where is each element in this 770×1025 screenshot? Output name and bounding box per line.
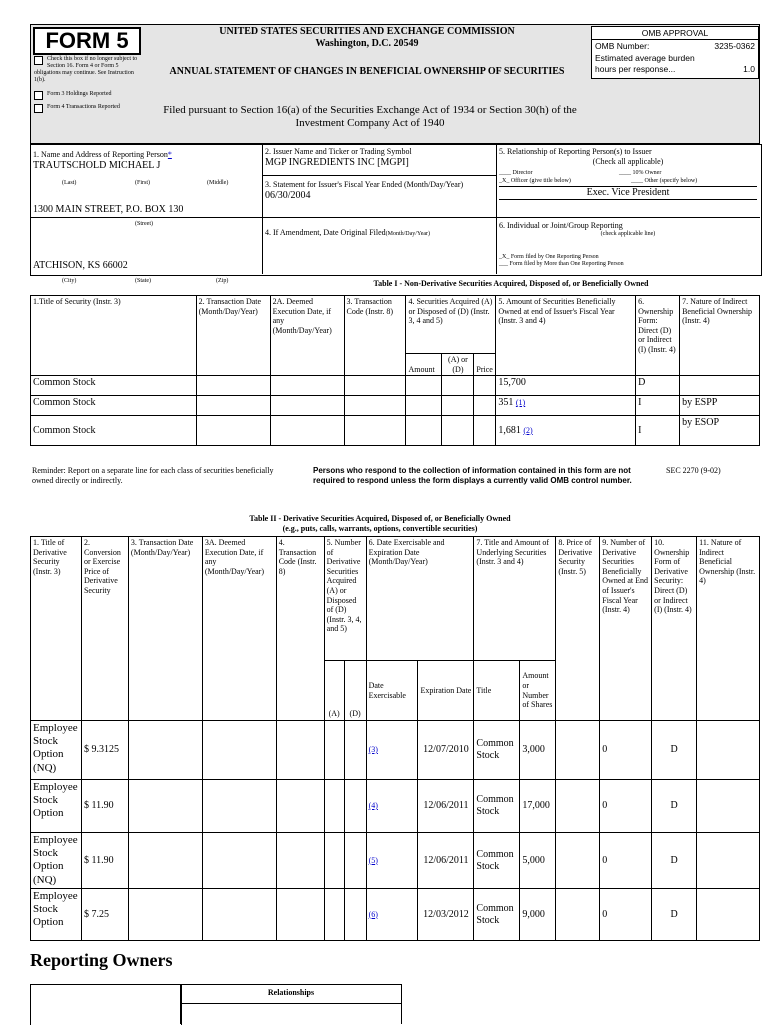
checkbox-box[interactable] [34, 104, 43, 113]
table-row: Employee Stock Option $ 11.90 (4) 12/06/2011 Common Stock 17,000 0 D [31, 780, 760, 833]
city-line: ATCHISON, KS 66002 [33, 260, 128, 271]
t2-col-title: 1. Title of Derivative Security (Instr. 3) [31, 537, 82, 721]
fiscal-year-end: 06/30/2004 [265, 189, 311, 201]
owner-label: 10% Owner [632, 170, 662, 176]
table-row: Employee Stock Option (NQ) $ 11.90 (5) 12/06/2011 Common Stock 5,000 0 D [31, 833, 760, 889]
t2-col-exercisable: 6. Date Exercisable and Expiration Date (Month/Day/Year) [366, 537, 474, 661]
footnote-link[interactable]: (4) [368, 801, 378, 810]
officer-label: _X_ Officer (give title below) [499, 178, 571, 184]
footnote-link[interactable]: (3) [368, 745, 378, 754]
box4-amendment: 4. If Amendment, Date Original Filed(Month/Day/Year) [265, 228, 431, 237]
checkbox-form4[interactable]: Form 4 Transactions Reported [34, 104, 144, 113]
checkbox-no-longer-subject[interactable]: Check this box if no longer subject to Section 16. Form 4 or Form 5 obligations may continue. See Instruction 1(b). [34, 56, 138, 83]
t2-col-d: (D) [344, 661, 366, 721]
t2-col-code: 4. Transaction Code (Instr. 8) [276, 537, 324, 721]
table2-title: Table II - Derivative Securities Acquired, Disposed of, or Beneficially Owned (e.g., puts, calls, warrants, options, convertible securities) [249, 514, 511, 533]
t2-col-exp: Expiration Date [418, 661, 474, 721]
checkbox-box[interactable] [34, 56, 43, 65]
table2-derivative [30, 536, 760, 941]
t2-col-shares: Amount or Number of Shares [520, 661, 556, 721]
t1-col-nature: 7. Nature of Indirect Beneficial Ownership (Instr. 4) [680, 296, 760, 376]
statement-title: ANNUAL STATEMENT OF CHANGES IN BENEFICIAL OWNERSHIP OF SECURITIES [169, 66, 565, 77]
checkbox-form3[interactable]: Form 3 Holdings Reported [34, 91, 144, 100]
other-label: Other (specify below) [644, 178, 698, 184]
form-page: FORM 5 Check this box if no longer subject to Section 16. Form 4 or Form 5 obligations may continue. See Instruction 1(b). Form 3 Holdings Reported Form 4 Transactions Reported UNITED STATES SECURITIES AND EXCHANGE COMMISSION Washington, D.C. 20549 ANNUAL STATEMENT OF CHANGES IN BENEFICIAL OWNERSHIP OF SECURITIES Filed pursuant to Section 16(a) of the Securities Exchange Act of 1934 or Section 30(h) of the Investment Company Act of 1940 OMB APPROVAL OMB Number: 3235-0362 Estimated average burden hours per response... 1.0 1. Name and Address of Reporting Person* TRAUTSCHOLD MICHAEL J (Last) (First) (Middle) 1300 MAIN STREET, P.O. BOX 130 (Street) ATCHISON, KS 66002 (City) (State) (Zip) 2. Issuer Name and Ticker or Trading Symbol MGP INGREDIENTS INC [MGPI] 3. Statement for Issuer's Fiscal Year Ended (Month/Day/Year) 06/30/2004 4. If Amendment, Date Original Filed(Month/Day/Year) 5. Relationship of Reporting Person(s) to Issuer (Check all applicable) ____ Director ____ 10% Owner _X_ Officer (give title below) ____ Other (specify below) Exec. Vice President 6. Individual or Joint/Group Reporting (check applicable line) _X_ Form filed by One Reporting Person ___ Form filed by More than One Reporting Person Table I - Non-Derivative Securities Acquired, Disposed of, or Beneficially Owned 1.Title of Security (Instr. 3) 2. Transaction Date (Month/Day/Year) 2A. Deemed Execution Date, if any (Month/Day/Year) 3. Transaction Code (Instr. 8) 4. Securities Acquired (A) or Disposed of (D) (Instr. 3, 4 and 5) 5. Amount of Securities Beneficially Owned at end of Issuer's Fiscal Year (Instr. 3 and 4) 6. Ownership Form: Direct (D) or Indirect (I) (Instr. 4) 7. Nature of Indirect Beneficial Ownership (Instr. 4) Amount (A) or (D) Price Common Stock 15,700 D Common Stock 351 (1) I by ESPP Common Stock 1,681 (2) I by ESOP Reminder: Report on a separate line for each class of securities beneficially owned directly or indirectly. Persons who respond to the collection of information contained in this form are not required to respond unless the form displays a currently valid OMB control number. SEC 2270 (9-02) Table II - Derivative Securities Acquired, Disposed of, or Beneficially Owned (e.g., puts, calls, warrants, options, convertible securities) 1. Title of Derivative Security (Instr. 3) 2. Conversion or Exercise Price of Derivative Security 3. Transaction Date (Month/Day/Year) 3A. Deemed Execution Date, if any (Month/Day/Year) 4. Transaction Code (Instr. 8) 5. Number of Derivative Securities Acquired (A) or Disposed of (D) (Instr. 3, 4, and 5) 6. Date Exercisable and Expiration Date (Month/Day/Year) 7. Title and Amount of Underlying Securities (Instr. 3 and 4) 8. Price of Derivative Security (Instr. 5) 9. Number of Derivative Securities Beneficially Owned at End of Issuer's Fiscal Year (Instr. 4) 10. Ownership Form of Derivative Security: Direct (D) or Indirect (I) (Instr. 4) 11. Nature of Indirect Beneficial Ownership (Instr. 4) (A) (D) Date Exercisable Expiration Date Title Amount or Number of Shares Employee Stock Option (NQ) $ 9.3125 (3) 12/07/2010 Common Stock 3,000 0 D Employee Stock Option $ 11.90 (4) 12/06/2011 Common Stock 17,000 0 D Employee Stock Option (NQ) $ 11.90 (5) 12/06/2011 Common Stock 5,000 0 D Employee Stock Option $ 7.25 (6) 12/03/2012 Common Stock 9,000 0 D Reporting Owners Relationships [0, 0, 770, 1024]
t1-col-ad: (A) or (D) [442, 354, 474, 376]
t2-col-price: 2. Conversion or Exercise Price of Derivative Security [81, 537, 128, 721]
form-title: FORM 5 [33, 27, 141, 55]
t2-col-number: 5. Number of Derivative Securities Acquired (A) or Disposed of (D) (Instr. 3, 4, and 5) [324, 537, 366, 661]
last-label: (Last) [62, 180, 77, 186]
more-persons-option: ___ Form filed by More than One Reporting Person [499, 260, 624, 267]
omb-hours-label: hours per response... [595, 64, 676, 74]
table-row: Employee Stock Option (NQ) $ 9.3125 (3) 12/07/2010 Common Stock 3,000 0 D [31, 721, 760, 780]
t1-col-form: 6. Ownership Form: Direct (D) or Indirect (I) (Instr. 4) [636, 296, 680, 376]
t2-col-date: 3. Transaction Date (Month/Day/Year) [128, 537, 202, 721]
zip-label: (Zip) [216, 278, 229, 284]
omb-hours-value: 1.0 [743, 64, 755, 74]
t1-col-title: 1.Title of Security (Instr. 3) [31, 296, 197, 376]
t2-col-deemed: 3A. Deemed Execution Date, if any (Month/Day/Year) [202, 537, 276, 721]
omb-number-label: OMB Number: [595, 41, 650, 51]
t1-col-amount: Amount [406, 354, 442, 376]
filed-pursuant: Filed pursuant to Section 16(a) of the Securities Exchange Act of 1934 or Section 30(h) of the Investment Company Act of 1940 [163, 104, 577, 130]
omb-title: OMB APPROVAL [592, 27, 758, 40]
middle-label: (Middle) [207, 180, 229, 186]
t1-col-acquired: 4. Securities Acquired (A) or Disposed of (D) (Instr. 3, 4 and 5) [406, 296, 496, 354]
t1-col-code: 3. Transaction Code (Instr. 8) [344, 296, 406, 376]
issuer-name: MGP INGREDIENTS INC [MGPI] [265, 156, 409, 168]
t1-col-price: Price [474, 354, 496, 376]
t1-col-deemed: 2A. Deemed Execution Date, if any (Month/Day/Year) [270, 296, 344, 376]
table1-non-derivative [30, 295, 760, 446]
footnote-link[interactable]: (6) [368, 909, 378, 919]
footnote-link[interactable]: (2) [523, 425, 533, 435]
t2-col-underlying: 7. Title and Amount of Underlying Securities (Instr. 3 and 4) [474, 537, 556, 661]
t2-col-a: (A) [324, 661, 344, 721]
t2-col-date-exer: Date Exercisable [366, 661, 418, 721]
reporting-owners-heading: Reporting Owners [30, 950, 173, 970]
t2-col-nature: 11. Nature of Indirect Beneficial Ownership (Instr. 4) [697, 537, 760, 721]
footnote-link[interactable]: (5) [368, 855, 378, 865]
street-address: 1300 MAIN STREET, P.O. BOX 130 [33, 204, 184, 215]
t1-col-date: 2. Transaction Date (Month/Day/Year) [196, 296, 270, 376]
state-label: (State) [135, 278, 151, 284]
table-row: Common Stock 1,681 (2) I by ESOP [31, 416, 760, 446]
omb-burden: Estimated average burden [595, 53, 695, 63]
asterisk-link[interactable]: * [167, 150, 172, 159]
person-name: TRAUTSCHOLD MICHAEL J [33, 159, 161, 171]
reminder-text: Reminder: Report on a separate line for each class of securities beneficially owned directly or indirectly. [32, 466, 274, 485]
checkbox-box[interactable] [34, 91, 43, 100]
t2-col-owned: 9. Number of Derivative Securities Beneficially Owned at End of Issuer's Fiscal Year (Instr. 4) [600, 537, 652, 721]
relationships-header: Relationships [180, 984, 402, 1004]
city-label: (City) [62, 278, 77, 284]
table1-title: Table I - Non-Derivative Securities Acquired, Disposed of, or Beneficially Owned [373, 279, 649, 288]
omb-approval-box [591, 26, 759, 79]
table-row: Common Stock 351 (1) I by ESPP [31, 396, 760, 416]
street-label: (Street) [135, 221, 153, 227]
owners-name-cell [30, 984, 182, 1025]
box5-relationship: 5. Relationship of Reporting Person(s) to Issuer (Check all applicable) [499, 147, 664, 166]
first-label: (First) [135, 180, 150, 186]
box1-person: 1. Name and Address of Reporting Person* TRAUTSCHOLD MICHAEL J [33, 150, 258, 172]
sec-number: SEC 2270 (9-02) [666, 466, 721, 475]
box6-options [499, 254, 757, 268]
t1-col-owned: 5. Amount of Securities Beneficially Owned at end of Issuer's Fiscal Year (Instr. 3 and 4) [496, 296, 636, 376]
director-label: Director [512, 170, 533, 176]
table-row: Common Stock 15,700 D [31, 376, 760, 396]
box3-fiscal-year: 3. Statement for Issuer's Fiscal Year Ended (Month/Day/Year) 06/30/2004 [265, 180, 493, 202]
officer-title: Exec. Vice President [499, 186, 757, 200]
footnote-link[interactable]: (1) [515, 398, 526, 408]
persons-notice: Persons who respond to the collection of information contained in this form are not required to respond unless the form displays a currently valid OMB control number. [313, 466, 632, 485]
one-person-option: _X_ Form filed by One Reporting Person [499, 254, 599, 260]
box6-individual-joint: 6. Individual or Joint/Group Reporting (check applicable line) [499, 221, 656, 237]
t2-col-form: 10. Ownership Form of Derivative Security: Direct (D) or Indirect (I) (Instr. 4) [652, 537, 697, 721]
box2-issuer: 2. Issuer Name and Ticker or Trading Symbol MGP INGREDIENTS INC [MGPI] [265, 147, 493, 169]
t2-col-deriv-price: 8. Price of Derivative Security (Instr. 5) [556, 537, 600, 721]
table-row: Employee Stock Option $ 7.25 (6) 12/03/2012 Common Stock 9,000 0 D [31, 889, 760, 941]
agency-name: UNITED STATES SECURITIES AND EXCHANGE COMMISSION Washington, D.C. 20549 [219, 26, 515, 49]
t2-col-utitle: Title [474, 661, 520, 721]
omb-number-value: 3235-0362 [714, 41, 755, 51]
